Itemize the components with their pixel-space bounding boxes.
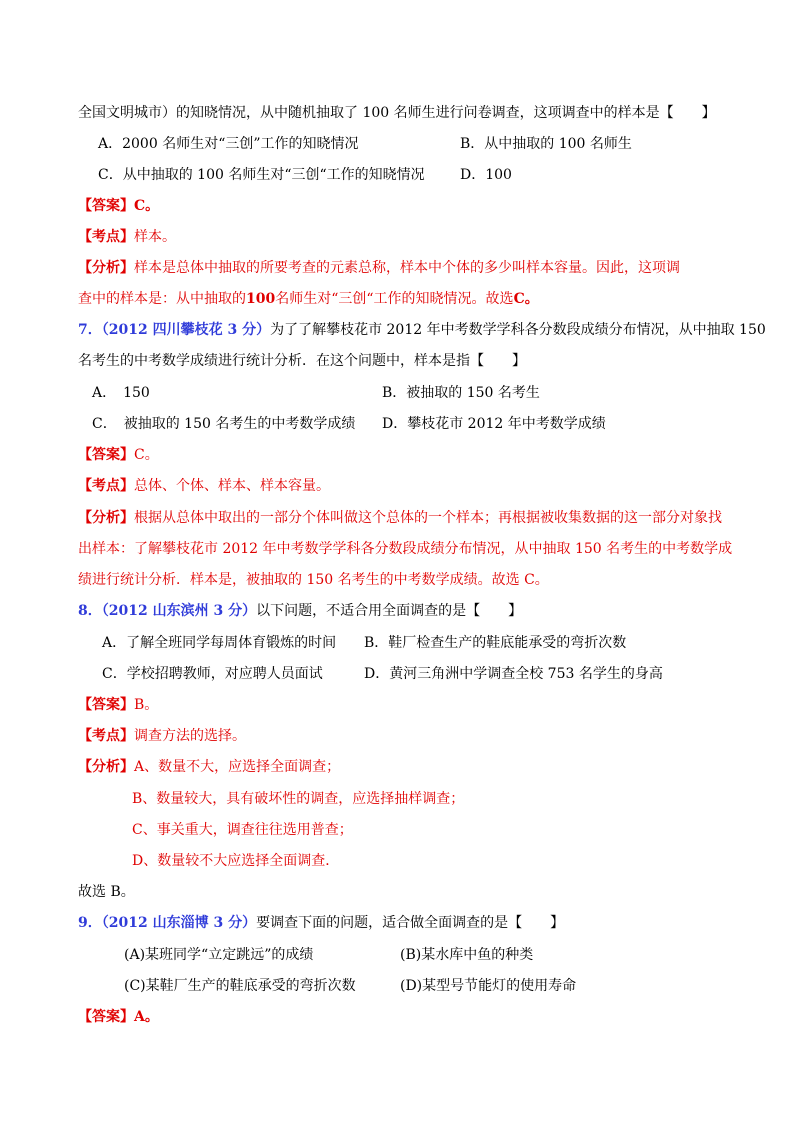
q8-kaodian bbox=[78, 726, 718, 746]
q9-option-d: (D)某型号节能灯的使用寿命 bbox=[400, 978, 577, 994]
q7-stem-line1 bbox=[78, 320, 766, 340]
answer-label: 【答案】 bbox=[78, 1009, 134, 1025]
question-source: （2012 山东滨州 3 分） bbox=[101, 603, 257, 619]
answer-label: 【答案】 bbox=[78, 198, 134, 214]
q8-fenxi-c: C、事关重大，调查往往选用普查； bbox=[132, 822, 353, 838]
fenxi-text: 根据从总体中取出的一部分个体叫做这个总体的一个样本；再根据被收集数据的这一部分对象找 bbox=[134, 510, 722, 526]
q7-answer bbox=[78, 445, 718, 465]
q8-option-a: A．了解全班同学每周体育锻炼的时间 bbox=[102, 635, 337, 651]
kaodian-value: 样本。 bbox=[134, 229, 176, 245]
q7-fenxi-line1 bbox=[78, 508, 722, 528]
q7-option-d: D．攀枝花市 2012 年中考数学成绩 bbox=[382, 416, 606, 432]
answer-value: A。 bbox=[134, 1009, 159, 1025]
q8-fenxi-d: D、数量较不大应选择全面调查． bbox=[132, 853, 340, 869]
q6-option-d: D．100 bbox=[460, 167, 512, 183]
q7-option-b: B．被抽取的 150 名考生 bbox=[382, 385, 540, 401]
q7-fenxi-line3: 绩进行统计分析．样本是，被抽取的 150 名考生的中考数学成绩。故选 C。 bbox=[78, 572, 549, 588]
q6-kaodian bbox=[78, 227, 718, 247]
q7-fenxi-line2: 出样本：了解攀枝花市 2012 年中考数学学科各分数段成绩分布情况，从中抽取 150 名考生的中考数学成 bbox=[78, 541, 733, 557]
fenxi-number: 100 bbox=[246, 291, 276, 307]
q9-answer bbox=[78, 1007, 718, 1027]
fenxi-text: 名师生对“三创“工作的知晓情况。故选 bbox=[275, 291, 514, 307]
question-stem: 要调查下面的问题，适合做全面调查的是【 】 bbox=[256, 915, 565, 931]
answer-value: C。 bbox=[134, 198, 160, 214]
q6-fenxi-line1 bbox=[78, 258, 718, 278]
q8-stem bbox=[78, 601, 718, 621]
q8-option-b: B．鞋厂检查生产的鞋底能承受的弯折次数 bbox=[364, 635, 627, 651]
q6-option-c: C．从中抽取的 100 名师生对“三创“工作的知晓情况 bbox=[98, 167, 425, 183]
q9-stem bbox=[78, 913, 718, 933]
question-stem: 为了了解攀枝花市 2012 年中考数学学科各分数段成绩分布情况，从中抽取 150 bbox=[270, 322, 766, 338]
q8-option-d: D．黄河三角洲中学调查全校 753 名学生的身高 bbox=[364, 666, 663, 682]
q9-option-c: (C)某鞋厂生产的鞋底承受的弯折次数 bbox=[124, 978, 356, 994]
q6-fenxi-line2 bbox=[78, 289, 718, 309]
answer-value: B。 bbox=[134, 697, 159, 713]
question-number: 8． bbox=[78, 603, 102, 619]
question-stem: 以下问题，不适合用全面调查的是【 】 bbox=[256, 603, 523, 619]
fenxi-text: A、数量不大，应选择全面调查； bbox=[134, 759, 341, 775]
answer-value: C。 bbox=[134, 447, 159, 463]
fenxi-text: 样本是总体中抽取的所要考查的元素总称，样本中个体的多少叫样本容量。因此，这项调 bbox=[134, 260, 680, 276]
kaodian-value: 总体、个体、样本、样本容量。 bbox=[134, 478, 330, 494]
fenxi-text: 查中的样本是：从中抽取的 bbox=[78, 291, 246, 307]
q7-option-c: C． 被抽取的 150 名考生的中考数学成绩 bbox=[92, 416, 356, 432]
kaodian-label: 【考点】 bbox=[78, 478, 134, 494]
fenxi-label: 【分析】 bbox=[78, 759, 134, 775]
kaodian-label: 【考点】 bbox=[78, 229, 134, 245]
question-number: 9． bbox=[78, 915, 102, 931]
fenxi-label: 【分析】 bbox=[78, 260, 134, 276]
q6-option-a: A．2000 名师生对“三创”工作的知晓情况 bbox=[98, 136, 359, 152]
q9-option-b: (B)某水库中鱼的种类 bbox=[400, 947, 534, 963]
q8-fenxi-b: B、数量较大，具有破坏性的调查，应选择抽样调查； bbox=[132, 791, 465, 807]
fenxi-label: 【分析】 bbox=[78, 510, 134, 526]
answer-label: 【答案】 bbox=[78, 697, 134, 713]
q6-answer bbox=[78, 196, 718, 216]
fenxi-choice: C。 bbox=[513, 291, 539, 307]
question-source: （2012 山东淄博 3 分） bbox=[101, 915, 257, 931]
q6-option-b: B．从中抽取的 100 名师生 bbox=[460, 136, 632, 152]
q6-stem-tail: 全国文明城市）的知晓情况，从中随机抽取了 100 名师生进行问卷调查，这项调查中的样本是【 】 bbox=[78, 105, 716, 121]
q7-kaodian bbox=[78, 476, 718, 496]
kaodian-value: 调查方法的选择。 bbox=[134, 728, 246, 744]
q8-fenxi-a bbox=[78, 757, 718, 777]
q7-stem-line2: 名考生的中考数学成绩进行统计分析．在这个问题中，样本是指【 】 bbox=[78, 353, 526, 369]
q8-answer bbox=[78, 695, 718, 715]
question-number: 7． bbox=[78, 322, 102, 338]
question-source: （2012 四川攀枝花 3 分） bbox=[101, 322, 271, 338]
q8-conclusion: 故选 B。 bbox=[78, 884, 135, 900]
answer-label: 【答案】 bbox=[78, 447, 134, 463]
q7-option-a: A． 150 bbox=[92, 385, 150, 401]
q8-option-c: C．学校招聘教师，对应聘人员面试 bbox=[102, 666, 323, 682]
q9-option-a: (A)某班同学“立定跳远”的成绩 bbox=[124, 947, 314, 963]
kaodian-label: 【考点】 bbox=[78, 728, 134, 744]
